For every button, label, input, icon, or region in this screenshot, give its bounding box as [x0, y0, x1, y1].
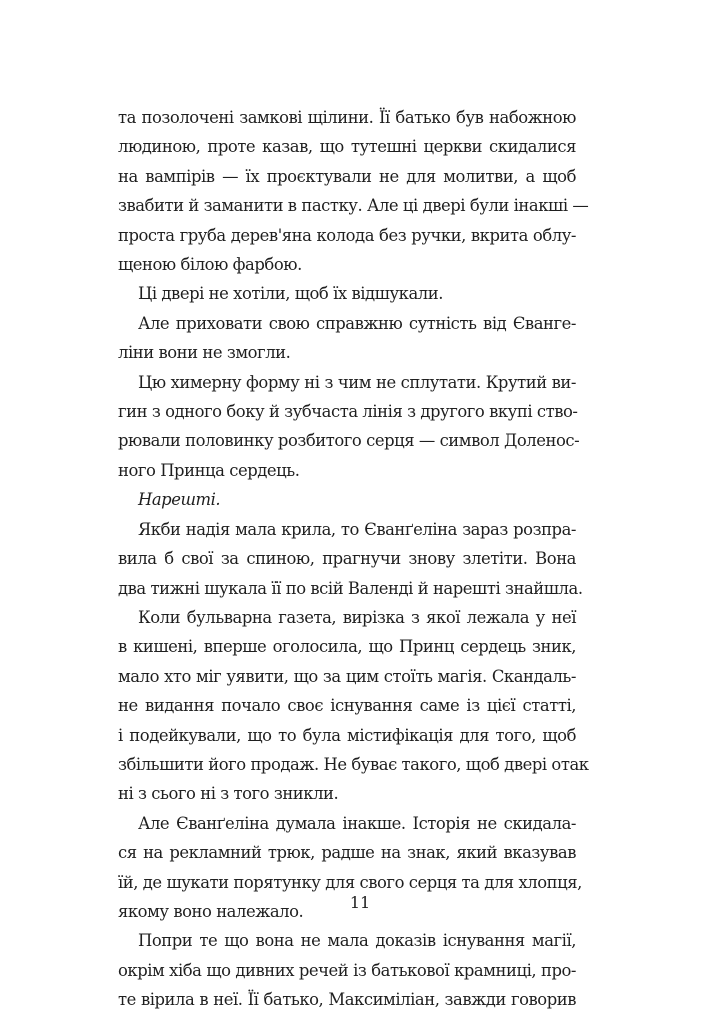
text-line: щеною білою фарбою.	[118, 255, 302, 275]
text-line: Якби надія мала крила, то Єванґеліна зараз розпра-	[138, 519, 576, 539]
text-line: проста груба дерев'яна колода без ручки, вкрита облу-	[118, 225, 576, 245]
text-line: Але приховати свою справжню сутність від Єванге-	[138, 313, 576, 333]
text-line: окрім хіба що дивних речей із батькової крамниці, про-	[118, 960, 576, 980]
text-line: якому воно належало.	[118, 901, 304, 921]
text-line: на вампірів — їх проєктували не для молитви, а щоб	[118, 166, 576, 186]
page-number: 11	[349, 893, 371, 912]
text-line: і подейкували, що то була містифікація для того, щоб	[118, 725, 576, 745]
text-line: Попри те що вона не мала доказів існування магії,	[138, 931, 576, 951]
text-line: Нарешті.	[138, 490, 221, 510]
text-line: ся на рекламний трюк, радше на знак, який вказував	[118, 843, 576, 863]
text-line: те вірила в неї. Її батько, Максиміліан, завжди говорив	[118, 990, 576, 1010]
body-text	[118, 103, 589, 1015]
text-line: не видання почало своє існування саме із цієї статті,	[118, 696, 576, 716]
text-line: в кишені, вперше оголосила, що Принц сердець зник,	[118, 637, 576, 657]
text-line: вила б свої за спиною, прагнучи знову злетіти. Вона	[118, 549, 576, 569]
text-line: рювали половинку розбитого серця — символ Доленос-	[118, 431, 580, 451]
text-line: людиною, проте казав, що тутешні церкви скидалися	[118, 137, 576, 157]
text-line: їй, де шукати порятунку для свого серця та для хлопця,	[118, 872, 582, 892]
text-line: мало хто міг уявити, що за цим стоїть магія. Скандаль-	[118, 666, 576, 686]
text-line: два тижні шукала її по всій Валенді й нарешті знайшла.	[118, 578, 583, 598]
text-line: ні з сього ні з того зникли.	[118, 784, 339, 804]
text-line: збільшити його продаж. Не буває такого, щоб двері отак	[118, 754, 589, 774]
text-line: ліни вони не змогли.	[118, 343, 291, 363]
text-line: Але Єванґеліна думала інакше. Історія не скидала-	[138, 813, 576, 833]
text-line: Ці двері не хотіли, щоб їх відшукали.	[138, 284, 443, 304]
text-line: звабити й заманити в пастку. Але ці двері були інакші —	[118, 196, 589, 216]
text-line: Коли бульварна газета, вирізка з якої лежала у неї	[138, 607, 576, 627]
text-line: та позолочені замкові щілини. Її батько був набожною	[118, 108, 576, 127]
text-line: Цю химерну форму ні з чим не сплутати. Крутий ви-	[138, 372, 576, 392]
text-line: гин з одного боку й зубчаста лінія з другого вкупі ство-	[118, 402, 578, 422]
text-line: ного Принца сердець.	[118, 460, 300, 480]
